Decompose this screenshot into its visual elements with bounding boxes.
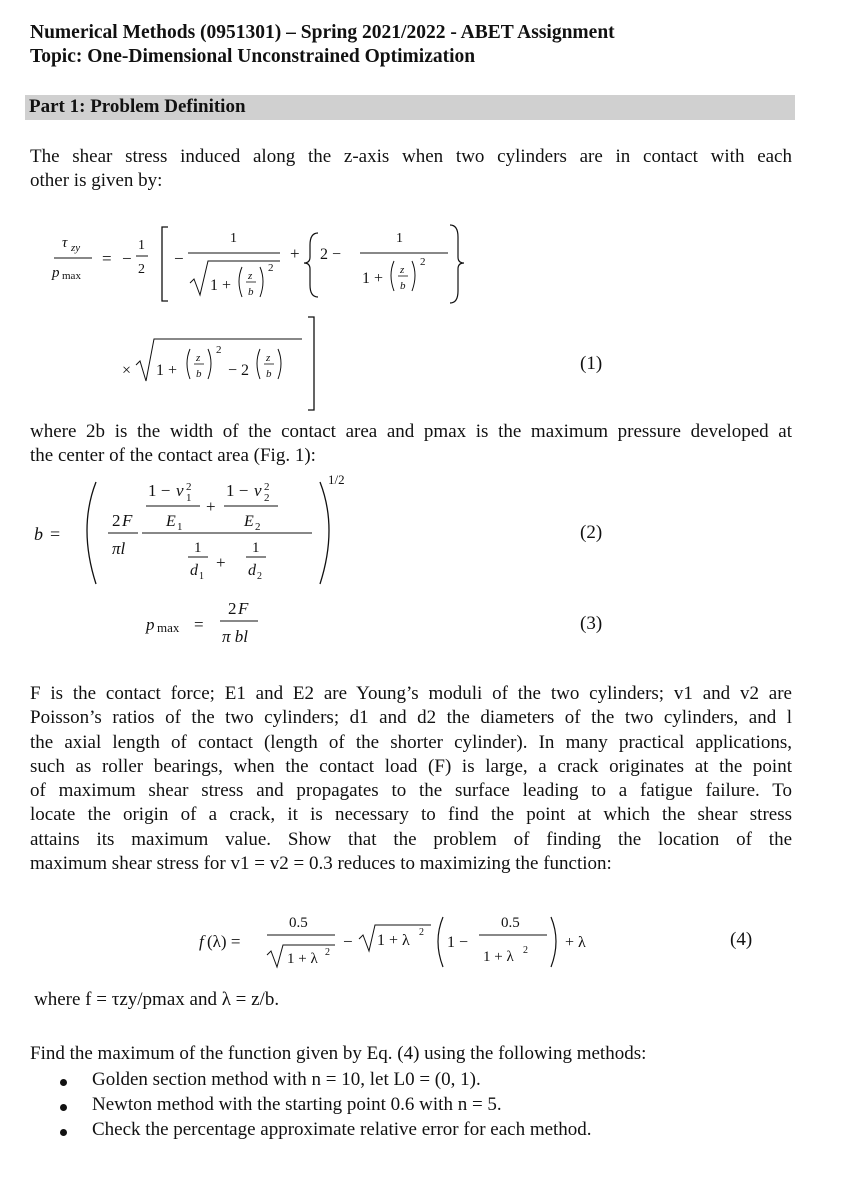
svg-text:F: F bbox=[238, 599, 249, 618]
intro-line-1: The shear stress induced along the z-axis when two cylinders are in contact with each bbox=[30, 146, 792, 167]
svg-text:2: 2 bbox=[186, 481, 192, 493]
equation-4-number: (4) bbox=[730, 929, 753, 950]
svg-text:1/2: 1/2 bbox=[328, 472, 345, 487]
svg-text:2: 2 bbox=[419, 927, 424, 938]
where-line-1: where 2b is the width of the contact area and pmax is the maximum pressure developed at bbox=[30, 421, 792, 442]
bullet-icon bbox=[60, 1129, 67, 1136]
svg-text:0.5: 0.5 bbox=[289, 915, 308, 931]
list-item-text: Check the percentage approximate relative error for each method. bbox=[92, 1119, 592, 1140]
equation-2-number: (2) bbox=[580, 522, 603, 543]
equation-1 bbox=[40, 205, 480, 415]
svg-text:1 −: 1 − bbox=[226, 481, 249, 500]
svg-text:z: z bbox=[266, 352, 271, 364]
svg-text:2: 2 bbox=[523, 945, 528, 956]
svg-text:2: 2 bbox=[216, 344, 222, 356]
svg-text:F: F bbox=[122, 511, 133, 530]
svg-text:max: max bbox=[62, 270, 81, 282]
svg-text:1: 1 bbox=[252, 540, 260, 556]
svg-text:2: 2 bbox=[138, 262, 145, 277]
equation-3-number: (3) bbox=[580, 613, 603, 634]
svg-text:=: = bbox=[194, 615, 204, 634]
svg-text:p: p bbox=[146, 615, 155, 634]
description-paragraph bbox=[30, 682, 792, 876]
svg-text:v: v bbox=[176, 481, 184, 500]
svg-text:1 + λ: 1 + λ bbox=[377, 932, 410, 949]
svg-text:1: 1 bbox=[186, 492, 192, 504]
description-line: attains its maximum value. Show that the problem of finding the location of the bbox=[30, 828, 792, 850]
svg-text:zy: zy bbox=[71, 242, 81, 254]
intro-paragraph bbox=[30, 145, 792, 194]
svg-text:b: b bbox=[400, 280, 406, 292]
description-line: such as roller bearings, when the contact load (F) is large, a crack originates at the point bbox=[30, 755, 792, 777]
document-topic: Topic: One-Dimensional Unconstrained Optimization bbox=[30, 46, 476, 67]
svg-text:+: + bbox=[216, 553, 226, 572]
svg-text:2: 2 bbox=[112, 511, 121, 530]
intro-line-2: other is given by: bbox=[30, 170, 163, 192]
svg-text:1: 1 bbox=[194, 540, 202, 556]
document-title: Numerical Methods (0951301) – Spring 2021/2022 - ABET Assignment bbox=[30, 22, 615, 43]
svg-text:+ λ: + λ bbox=[565, 934, 586, 951]
svg-text:×: × bbox=[122, 362, 132, 379]
svg-text:b: b bbox=[34, 524, 43, 544]
where-paragraph bbox=[30, 420, 792, 469]
list-item-text: Golden section method with n = 10, let L0 = (0, 1). bbox=[92, 1069, 481, 1090]
svg-text:b: b bbox=[196, 368, 202, 380]
svg-text:v: v bbox=[254, 481, 262, 500]
svg-text:1: 1 bbox=[199, 571, 204, 582]
equation-2 bbox=[30, 468, 410, 594]
svg-text:1: 1 bbox=[230, 231, 237, 246]
svg-text:−: − bbox=[122, 249, 132, 268]
where-f-text: where f = τzy/pmax and λ = z/b. bbox=[34, 989, 280, 1010]
bullet-icon bbox=[60, 1104, 67, 1111]
svg-text:p: p bbox=[52, 265, 60, 281]
svg-text:d: d bbox=[248, 562, 256, 579]
svg-text:0.5: 0.5 bbox=[501, 915, 520, 931]
svg-text:πl: πl bbox=[112, 539, 126, 558]
svg-text:1: 1 bbox=[396, 231, 403, 246]
svg-text:E: E bbox=[244, 513, 254, 530]
svg-text:2: 2 bbox=[325, 947, 330, 958]
svg-text:f: f bbox=[199, 932, 204, 951]
section-heading: Part 1: Problem Definition bbox=[29, 96, 246, 117]
svg-text:1 +: 1 + bbox=[210, 277, 232, 294]
svg-text:1 +: 1 + bbox=[156, 362, 178, 379]
svg-text:2: 2 bbox=[420, 256, 426, 268]
svg-text:1 −: 1 − bbox=[447, 934, 469, 951]
svg-text:E: E bbox=[166, 513, 176, 530]
svg-text:(λ) =: (λ) = bbox=[207, 932, 241, 951]
section-heading-bar bbox=[25, 95, 795, 120]
svg-text:max: max bbox=[157, 620, 180, 635]
svg-text:1: 1 bbox=[177, 521, 183, 533]
description-line: of maximum shear stress and propagates to the surface leading to a fatigue failure. To bbox=[30, 780, 792, 802]
description-line: maximum shear stress for v1 = v2 = 0.3 reduces to maximizing the function: bbox=[30, 853, 612, 875]
svg-text:1 +: 1 + bbox=[362, 270, 384, 287]
svg-text:z: z bbox=[248, 270, 253, 282]
svg-text:d: d bbox=[190, 562, 198, 579]
svg-text:=: = bbox=[50, 524, 61, 544]
svg-text:b: b bbox=[248, 286, 254, 298]
svg-text:2 −: 2 − bbox=[320, 246, 342, 263]
svg-text:− 2: − 2 bbox=[228, 362, 250, 379]
svg-text:=: = bbox=[102, 249, 112, 268]
svg-text:−: − bbox=[174, 249, 184, 268]
description-line: the axial length of contact (length of the shorter cylinder). In many practical applications, bbox=[30, 731, 792, 753]
svg-text:2: 2 bbox=[264, 492, 270, 504]
svg-text:2: 2 bbox=[255, 521, 261, 533]
svg-text:z: z bbox=[196, 352, 201, 364]
svg-text:+: + bbox=[206, 497, 216, 516]
svg-text:1 + λ: 1 + λ bbox=[287, 951, 318, 967]
svg-text:2: 2 bbox=[228, 599, 237, 618]
where-line-2: the center of the contact area (Fig. 1): bbox=[30, 445, 316, 467]
equation-1-number: (1) bbox=[580, 353, 603, 374]
svg-text:τ: τ bbox=[62, 235, 68, 251]
list-item-text: Newton method with the starting point 0.6 with n = 5. bbox=[92, 1094, 502, 1115]
svg-text:π bl: π bl bbox=[222, 627, 248, 646]
svg-text:1: 1 bbox=[138, 238, 145, 253]
svg-text:1 −: 1 − bbox=[148, 481, 171, 500]
svg-text:−: − bbox=[343, 932, 353, 951]
svg-text:2: 2 bbox=[264, 481, 270, 493]
svg-text:b: b bbox=[266, 368, 272, 380]
svg-text:2: 2 bbox=[268, 262, 274, 274]
svg-text:z: z bbox=[400, 264, 405, 276]
description-line: locate the origin of a crack, it is necessary to find the point at which the shear stress bbox=[30, 804, 792, 826]
svg-text:1 + λ: 1 + λ bbox=[483, 949, 514, 965]
svg-text:2: 2 bbox=[257, 571, 262, 582]
equation-3 bbox=[140, 592, 280, 652]
bullet-icon bbox=[60, 1079, 67, 1086]
description-line: Poisson’s ratios of the two cylinders; d1 and d2 the diameters of the two cylinders, and l bbox=[30, 707, 792, 729]
description-line: F is the contact force; E1 and E2 are Young’s moduli of the two cylinders; v1 and v2 are bbox=[30, 683, 792, 704]
equation-4 bbox=[195, 905, 615, 975]
svg-text:+: + bbox=[290, 244, 300, 263]
task-intro: Find the maximum of the function given by Eq. (4) using the following methods: bbox=[30, 1043, 647, 1064]
